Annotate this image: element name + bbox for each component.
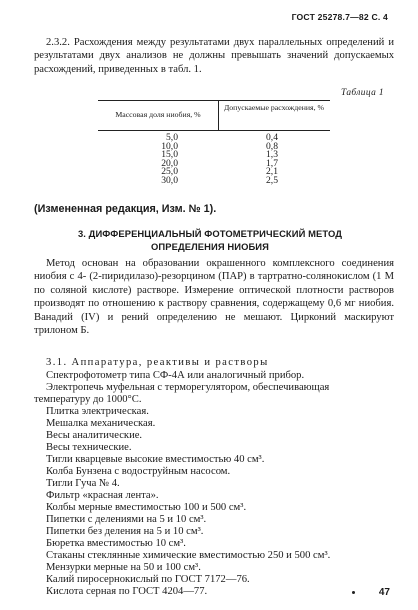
margin-dot: [352, 591, 355, 594]
list-item: Весы технические.: [46, 442, 132, 453]
table-column-mass-fraction: [154, 134, 178, 186]
list-item: Калий пиросернокислый по ГОСТ 7172—76.: [46, 574, 250, 585]
method-description: Метод основан на образовании окрашенного комплексного соединения ниобия с 4- (2-пиридилазо)-резорцином (ПАР) в тартратно-солянокислом (1 М по соляной кислоте) растворе. Измерение оптической плотности растворов производят по отношению к раствору сравнения, содержащему 0,6 мг ниобия. Ванадий (IV) и рений определению не мешают. Цирконий маскируют трилоном Б.: [34, 258, 394, 337]
list-item: Электропечь муфельная с терморегулятором, обеспечивающая: [46, 382, 330, 393]
list-item: Пипетки с делениями на 5 и 10 см³.: [46, 514, 207, 525]
table-cell: 10,0: [161, 140, 178, 152]
table-cell: 30,0: [161, 174, 178, 186]
list-item: Колба Бунзена с водоструйным насосом.: [46, 466, 231, 477]
list-item: Бюретка вместимостью 10 см³.: [46, 538, 186, 549]
table-cell: 1,7: [266, 157, 278, 169]
table-cell: 20,0: [161, 157, 178, 169]
table-header-rule: [98, 130, 330, 131]
list-item: Весы аналитические.: [46, 430, 143, 441]
running-header: ГОСТ 25278.7—82 С. 4: [291, 12, 388, 22]
table-column-tolerance: [258, 134, 278, 186]
list-item: Плитка электрическая.: [46, 406, 149, 417]
table-column-divider: [218, 100, 219, 130]
list-item: температуру до 1000°С.: [34, 394, 142, 405]
table-cell: 0,4: [266, 132, 278, 143]
list-item: Стаканы стеклянные химические вместимостью 250 и 500 см³.: [46, 550, 331, 561]
table-top-rule: [98, 100, 330, 101]
list-item: Пипетки без деления на 5 и 10 см³.: [46, 526, 204, 537]
list-item: Тигли Гуча № 4.: [46, 478, 120, 489]
clause-2-3-2: 2.3.2. Расхождения между результатами двух параллельных определений и результатами двух анализов не должны превышать значений допускаемых расхождений, приведенных в табл. 1.: [34, 37, 394, 75]
table-header-mass-fraction: Массовая доля ниобия, %: [115, 110, 201, 119]
section-3-subtitle: ОПРЕДЕЛЕНИЯ НИОБИЯ: [151, 241, 269, 252]
edition-note: (Измененная редакция, Изм. № 1).: [34, 203, 217, 215]
list-item: Кислота серная по ГОСТ 4204—77.: [46, 586, 208, 597]
table-cell: 1,3: [266, 149, 278, 161]
subsection-3-1: 3.1. Аппаратура, реактивы и растворы: [46, 357, 269, 368]
list-item: Спектрофотометр типа СФ-4А или аналогичный прибор.: [46, 370, 305, 381]
table-cell: 15,0: [161, 149, 178, 161]
table-caption: Таблица 1: [341, 88, 384, 98]
list-item: Фильтр «красная лента».: [46, 490, 159, 501]
table-1: [98, 100, 330, 186]
table-cell: 25,0: [161, 166, 178, 178]
list-item: Мешалка механическая.: [46, 418, 156, 429]
table-cell: 2,1: [266, 166, 278, 178]
page-number: 47: [378, 587, 390, 598]
table-header-tolerance: Допускаемые расхождения, %: [223, 103, 325, 112]
table-cell: 5,0: [166, 132, 178, 143]
list-item: Тигли кварцевые высокие вместимостью 40 см³.: [46, 454, 265, 465]
list-item: Мензурки мерные на 50 и 100 см³.: [46, 562, 201, 573]
table-cell: 2,5: [266, 174, 278, 186]
table-cell: 0,8: [266, 140, 278, 152]
section-3-title: 3. ДИФФЕРЕНЦИАЛЬНЫЙ ФОТОМЕТРИЧЕСКИЙ МЕТОД: [77, 228, 343, 239]
list-item: Колбы мерные вместимостью 100 и 500 см³.: [46, 502, 247, 513]
